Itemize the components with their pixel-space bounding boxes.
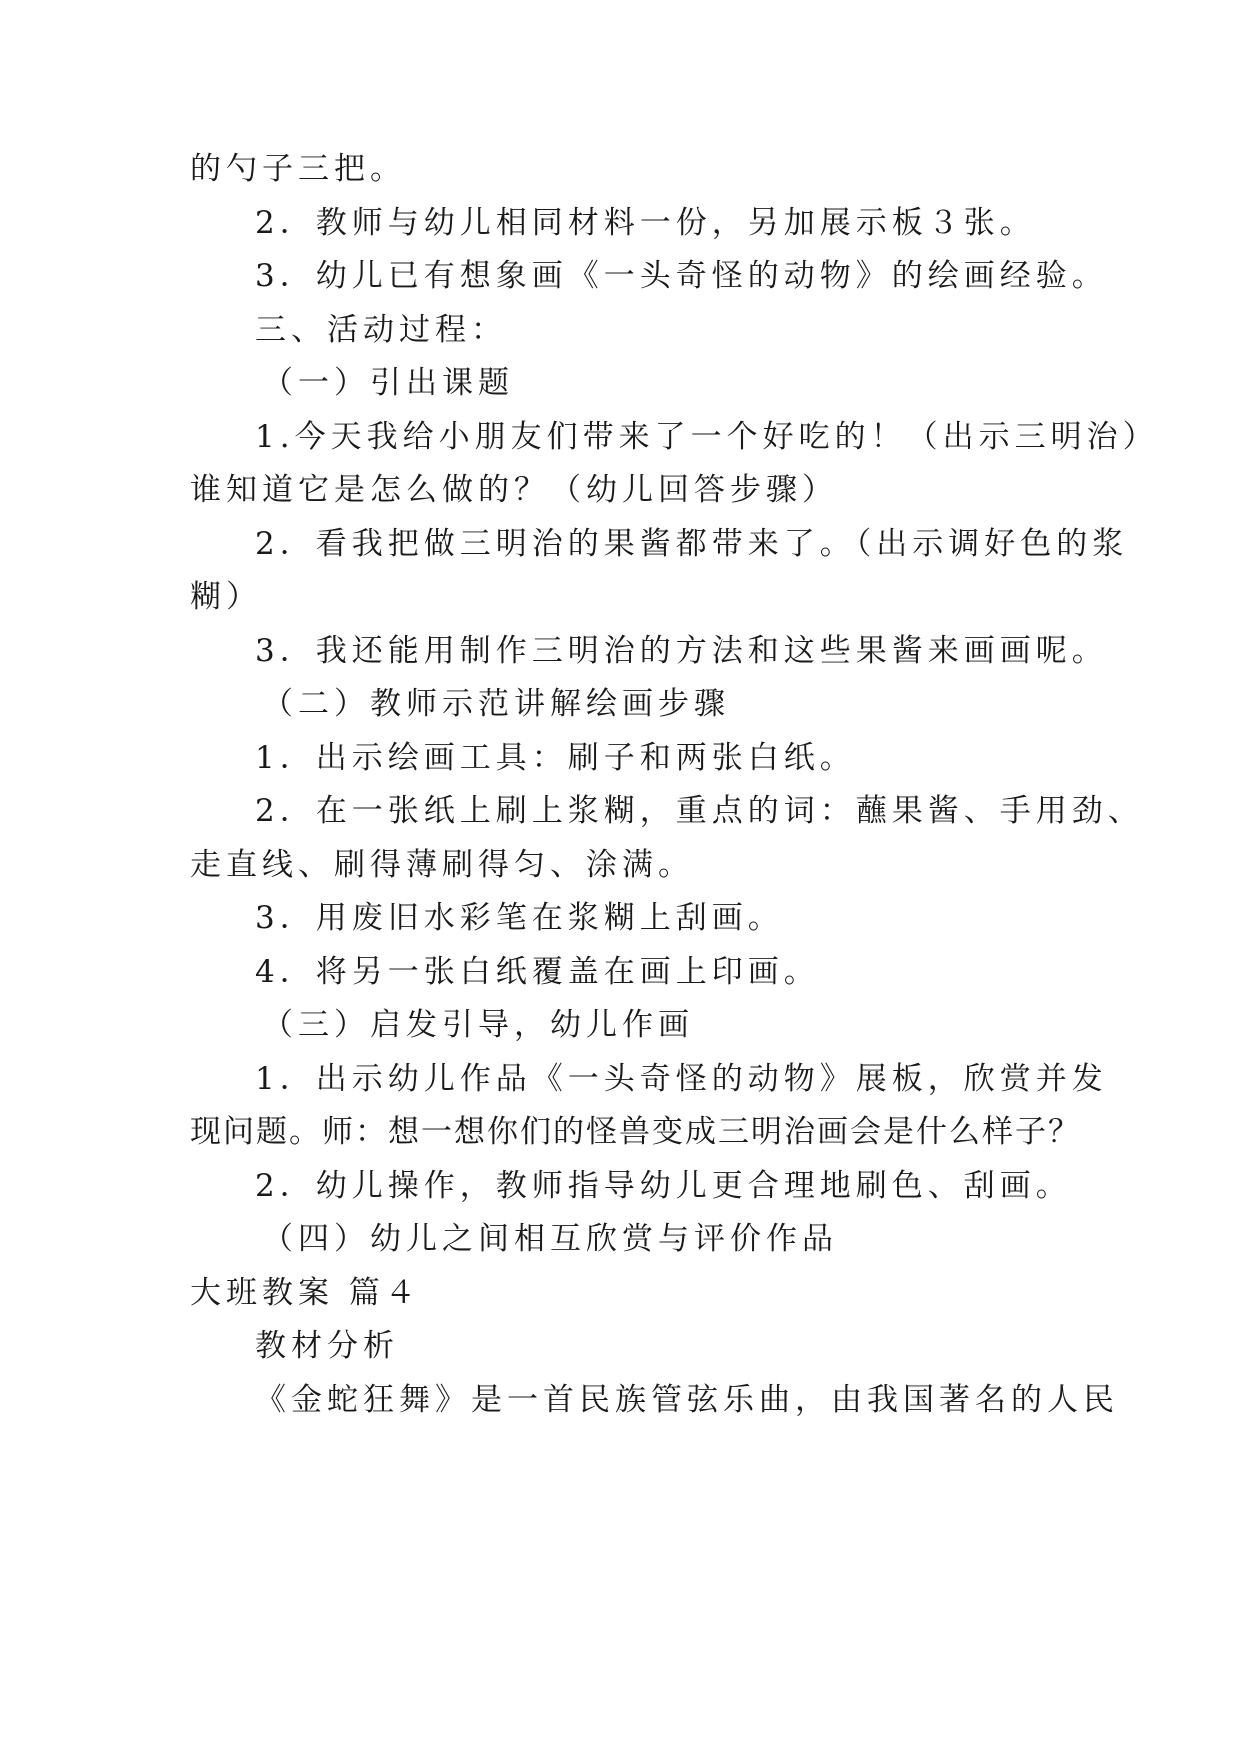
paragraph-line: 1.今天我给小朋友们带来了一个好吃的！（出示三明治） <box>255 419 1159 455</box>
paragraph-line: 1．出示幼儿作品《一头奇怪的动物》展板，欣赏并发 <box>255 1061 1108 1097</box>
paragraph-line: 1．出示绘画工具：刷子和两张白纸。 <box>255 740 856 776</box>
paragraph-line: 3．幼儿已有想象画《一头奇怪的动物》的绘画经验。 <box>255 258 1108 294</box>
paragraph-line: 4．将另一张白纸覆盖在画上印画。 <box>255 954 820 990</box>
paragraph-line: 3．用废旧水彩笔在浆糊上刮画。 <box>255 900 784 936</box>
subsection-heading: （二）教师示范讲解绘画步骤 <box>262 686 730 722</box>
paragraph-line: 现问题。师：想一想你们的怪兽变成三明治画会是什么样子？ <box>190 1114 1081 1150</box>
paragraph-line: 2．在一张纸上刷上浆糊，重点的词：蘸果酱、手用劲、 <box>255 793 1144 829</box>
subsection-heading: （一）引出课题 <box>262 365 514 401</box>
paragraph-line: 谁知道它是怎么做的？（幼儿回答步骤） <box>190 472 838 508</box>
paragraph-line: 2．看我把做三明治的果酱都带来了。（出示调好色的浆 <box>255 526 1129 562</box>
paragraph-line: 糊） <box>190 579 262 615</box>
paragraph-line: 的勺子三把。 <box>190 151 406 187</box>
section-heading: 三、活动过程： <box>255 312 507 348</box>
chapter-heading: 大班教案 篇４ <box>190 1275 421 1311</box>
paragraph-line: 走直线、刷得薄刷得匀、涂满。 <box>190 847 694 883</box>
subsection-heading: （四）幼儿之间相互欣赏与评价作品 <box>262 1221 838 1257</box>
section-heading: 教材分析 <box>255 1328 399 1364</box>
paragraph-line: 《金蛇狂舞》是一首民族管弦乐曲，由我国著名的人民 <box>255 1382 1119 1418</box>
paragraph-line: 2．幼儿操作，教师指导幼儿更合理地刷色、刮画。 <box>255 1168 1072 1204</box>
paragraph-line: 2．教师与幼儿相同材料一份，另加展示板３张。 <box>255 205 1036 241</box>
subsection-heading: （三）启发引导，幼儿作画 <box>262 1007 694 1043</box>
paragraph-line: 3．我还能用制作三明治的方法和这些果酱来画画呢。 <box>255 633 1108 669</box>
